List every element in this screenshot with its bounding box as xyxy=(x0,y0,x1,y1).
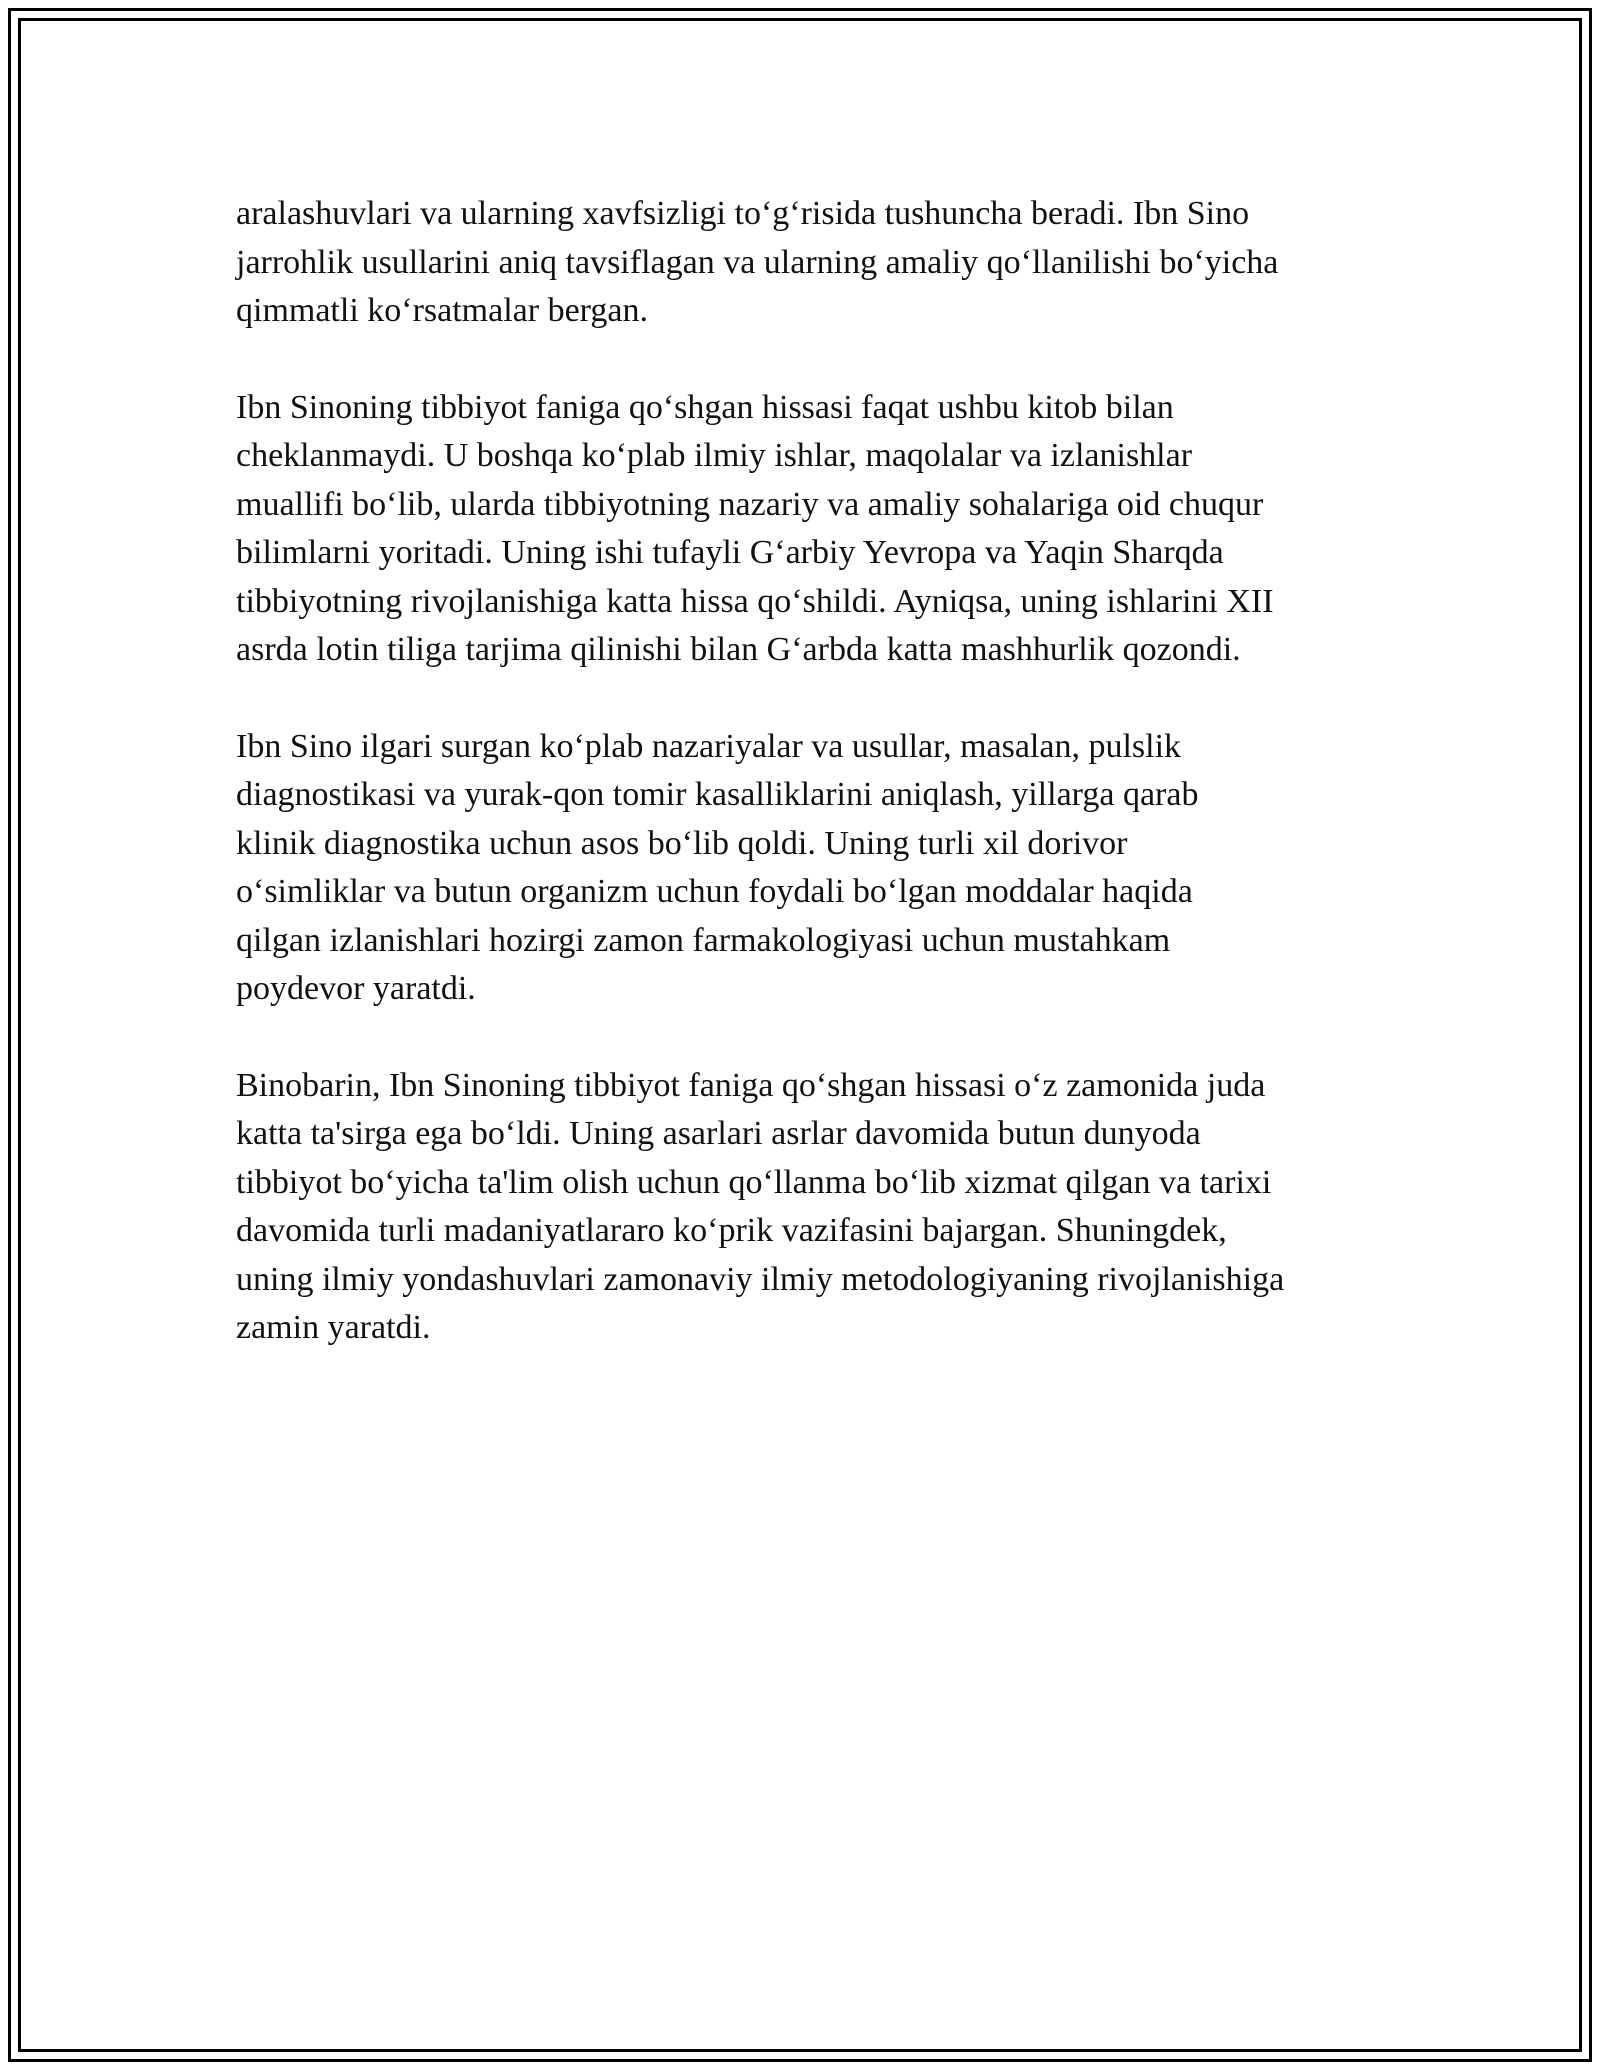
paragraph-2 xyxy=(236,384,1376,675)
text-line: qimmatli ko‘rsatmalar bergan. xyxy=(236,292,648,329)
text-line: asrda lotin tiliga tarjima qilinishi bilan G‘arbda katta mashhurlik qozondi. xyxy=(236,631,1241,668)
text-line: muallifi bo‘lib, ularda tibbiyotning nazariy va amaliy sohalariga oid chuqur xyxy=(236,485,1264,523)
text-line: zamin yaratdi. xyxy=(236,1309,431,1346)
text-line: Binobarin, Ibn Sinoning tibbiyot faniga qo‘shgan hissasi o‘z zamonida juda xyxy=(236,1066,1266,1104)
text-line: tibbiyotning rivojlanishiga katta hissa qo‘shildi. Ayniqsa, uning ishlarini XII xyxy=(236,582,1274,620)
text-line: Ibn Sinoning tibbiyot faniga qo‘shgan hissasi faqat ushbu kitob bilan xyxy=(236,388,1174,426)
text-line: tibbiyot bo‘yicha ta'lim olish uchun qo‘llanma bo‘lib xizmat qilgan va tarixi xyxy=(236,1163,1272,1201)
document-body xyxy=(236,190,1376,1401)
text-line: uning ilmiy yondashuvlari zamonaviy ilmiy metodologiyaning rivojlanishiga xyxy=(236,1260,1285,1298)
text-line: davomida turli madaniyatlararo ko‘prik vazifasini bajargan. Shuningdek, xyxy=(236,1212,1227,1249)
paragraph-3 xyxy=(236,723,1376,1014)
text-line: katta ta'sirga ega bo‘ldi. Uning asarlari asrlar davomida butun dunyoda xyxy=(236,1115,1201,1152)
text-line: cheklanmaydi. U boshqa ko‘plab ilmiy ishlar, maqolalar va izlanishlar xyxy=(236,437,1193,474)
text-line: aralashuvlari va ularning xavfsizligi to‘g‘risida tushuncha beradi. Ibn Sino xyxy=(236,195,1250,232)
text-line: bilimlarni yoritadi. Uning ishi tufayli G‘arbiy Yevropa va Yaqin Sharqda xyxy=(236,534,1224,571)
text-line: Ibn Sino ilgari surgan ko‘plab nazariyalar va usullar, masalan, pulslik xyxy=(236,727,1182,765)
paragraph-1 xyxy=(236,190,1376,336)
text-line: jarrohlik usullarini aniq tavsiflagan va ularning amaliy qo‘llanilishi bo‘yicha xyxy=(236,243,1279,281)
text-line: diagnostikasi va yurak-qon tomir kasalliklarini aniqlash, yillarga qarab xyxy=(236,776,1199,813)
text-line: klinik diagnostika uchun asos bo‘lib qoldi. Uning turli xil dorivor xyxy=(236,824,1128,862)
text-line: qilgan izlanishlari hozirgi zamon farmakologiyasi uchun mustahkam xyxy=(236,921,1171,959)
text-line: o‘simliklar va butun organizm uchun foydali bo‘lgan moddalar haqida xyxy=(236,873,1193,910)
paragraph-4 xyxy=(236,1062,1376,1353)
text-line: poydevor yaratdi. xyxy=(236,970,476,1007)
